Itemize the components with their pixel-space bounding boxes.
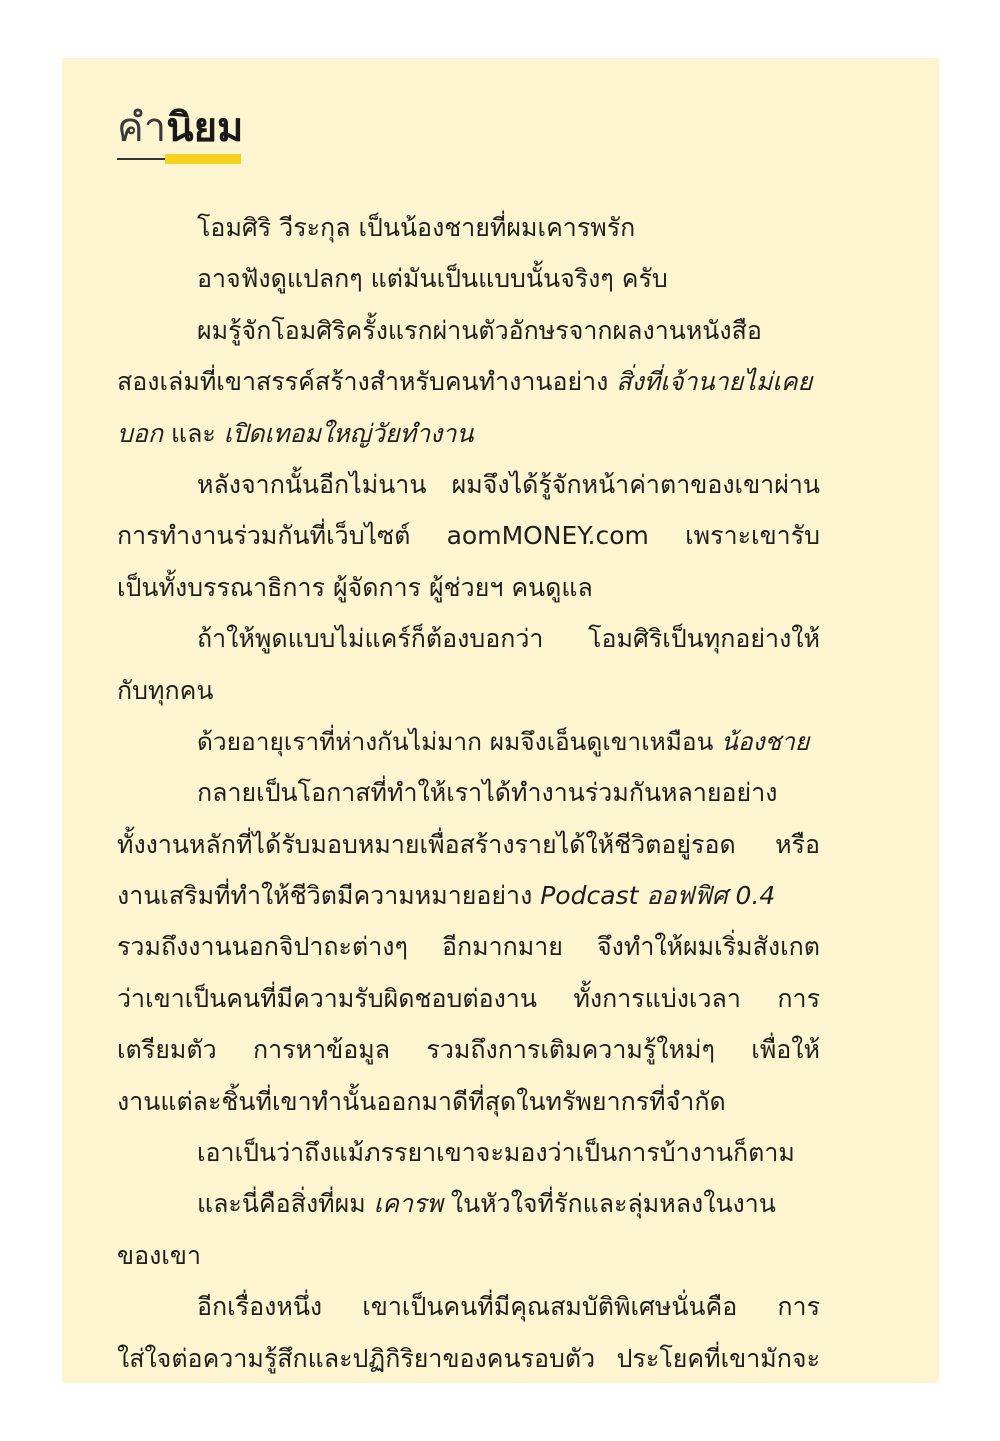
book-title: บอก bbox=[117, 418, 164, 448]
book-title: เปิดเทอมใหญ่วัยทำงาน bbox=[223, 418, 474, 448]
text-line: เตรียมตัว การหาข้อมูล รวมถึงการเติมความรู้ใหม่ๆ เพื่อให้ bbox=[117, 1035, 820, 1065]
text-line: กับทุกคน bbox=[117, 675, 214, 705]
text-line: กลายเป็นโอกาสที่ทำให้เราได้ทำงานร่วมกันหลายอย่าง bbox=[197, 778, 778, 808]
title-underline-accent bbox=[165, 154, 241, 164]
text-line: อีกเรื่องหนึ่ง เขาเป็นคนที่มีคุณสมบัติพิเศษนั่นคือ การ bbox=[197, 1292, 820, 1322]
podcast-title: Podcast ออฟฟิศ 0.4 bbox=[540, 881, 776, 911]
text-line: ด้วยอายุเราที่ห่างกันไม่มาก ผมจึงเอ็นดูเขาเหมือน น้องชาย bbox=[197, 726, 810, 756]
text-line: ว่าเขาเป็นคนที่มีความรับผิดชอบต่องาน ทั้งการแบ่งเวลา การ bbox=[117, 983, 820, 1013]
title-underline-thin bbox=[117, 158, 165, 160]
text-line: เอาเป็นว่าถึงแม้ภรรยาเขาจะมองว่าเป็นการบ้างานก็ตาม bbox=[197, 1138, 795, 1168]
emphasis-text: เคารพ bbox=[373, 1189, 443, 1219]
body-text bbox=[117, 202, 820, 1384]
text-line: ใส่ใจต่อความรู้สึกและปฏิกิริยาของคนรอบตัว ประโยคที่เขามักจะ bbox=[117, 1343, 820, 1373]
text-line: สองเล่มที่เขาสรรค์สร้างสำหรับคนทำงานอย่าง สิ่งที่เจ้านายไม่เคย bbox=[117, 367, 813, 397]
text-line: งานเสริมที่ทำให้ชีวิตมีความหมายอย่าง Podcast ออฟฟิศ 0.4 bbox=[117, 881, 776, 911]
text-line: โอมศิริ วีระกุล เป็นน้องชายที่ผมเคารพรัก bbox=[197, 213, 636, 242]
book-title: สิ่งที่เจ้านายไม่เคย bbox=[616, 367, 813, 397]
text-line: งานแต่ละชิ้นที่เขาทำนั้นออกมาดีที่สุดในทรัพยากรที่จำกัด bbox=[117, 1086, 726, 1116]
text-line: เป็นทั้งบรรณาธิการ ผู้จัดการ ผู้ช่วยฯ คนดูแล bbox=[117, 572, 593, 602]
text-line: หลังจากนั้นอีกไม่นาน ผมจึงได้รู้จักหน้าค่าตาของเขาผ่าน bbox=[197, 469, 820, 499]
text-line: และนี่คือสิ่งที่ผม เคารพ ในหัวใจที่รักและลุ่มหลงในงาน bbox=[197, 1189, 776, 1219]
text-line: บอก และ เปิดเทอมใหญ่วัยทำงาน bbox=[117, 418, 474, 448]
text-line: ทั้งงานหลักที่ได้รับมอบหมายเพื่อสร้างรายได้ให้ชีวิตอยู่รอด หรือ bbox=[117, 829, 820, 859]
text-line: ของเขา bbox=[117, 1240, 201, 1270]
text-line: อาจฟังดูแปลกๆ แต่มันเป็นแบบนั้นจริงๆ ครับ bbox=[197, 264, 668, 294]
title-light-part: คำ bbox=[117, 105, 167, 151]
text-line: ถ้าให้พูดแบบไม่แคร์ก็ต้องบอกว่า โอมศิริเป็นทุกอย่างให้ bbox=[197, 624, 820, 654]
text-line: การทำงานร่วมกันที่เว็บไซต์ aomMONEY.com เพราะเขารับ bbox=[117, 521, 820, 551]
text-line: รวมถึงงานนอกจิปาถะต่างๆ อีกมากมาย จึงทำให้ผมเริ่มสังเกต bbox=[117, 932, 820, 962]
emphasis-text: น้องชาย bbox=[721, 726, 810, 756]
title-bold-part: นิยม bbox=[166, 105, 244, 151]
page-title bbox=[117, 100, 243, 156]
text-line: ผมรู้จักโอมศิริครั้งแรกผ่านตัวอักษรจากผลงานหนังสือ bbox=[197, 315, 762, 345]
